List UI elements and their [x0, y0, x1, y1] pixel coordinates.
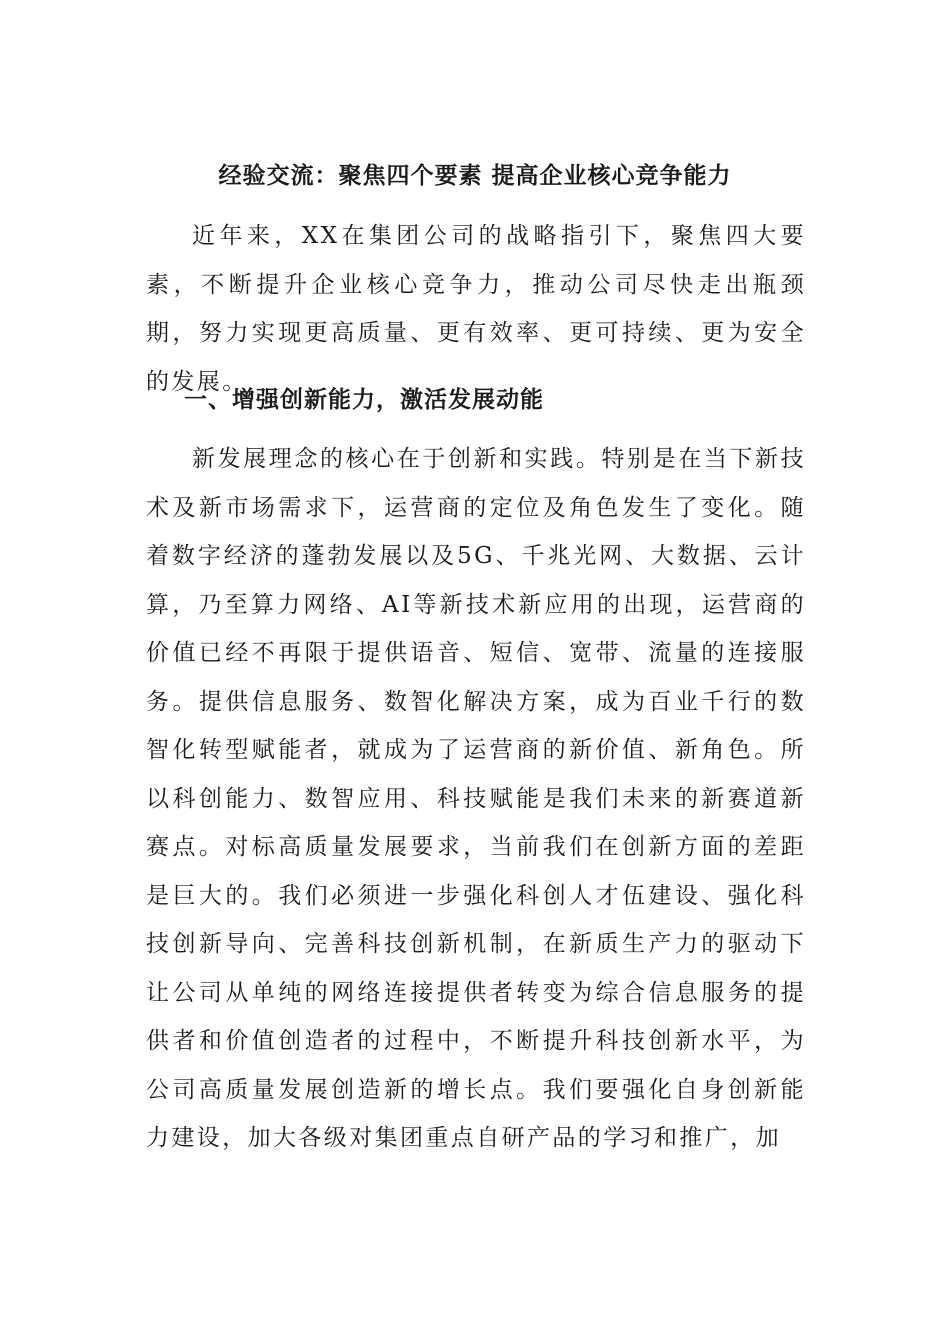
section-heading: 一、增强创新能力，激活发展动能: [184, 386, 544, 413]
document-title: 经验交流：聚焦四个要素 提高企业核心竞争能力: [218, 162, 732, 189]
intro-paragraph: 近年来，XX在集团公司的战略指引下，聚焦四大要素，不断提升企业核心竞争力，推动公司尽快走出瓶颈期，努力实现更高质量、更有效率、更可持续、更为安全的发展。: [146, 223, 806, 395]
section-body-paragraph: 新发展理念的核心在于创新和实践。特别是在当下新技术及新市场需求下，运营商的定位及角色发生了变化。随着数字经济的蓬勃发展以及5G、千兆光网、大数据、云计算，乃至算力网络、AI等新技术新应用的出现，运营商的价值已经不再限于提供语音、短信、宽带、流量的连接服务。提供信息服务、数智化解决方案，成为百业千行的数智化转型赋能者，就成为了运营商的新价值、新角色。所以科创能力、数智应用、科技赋能是我们未来的新赛道新赛点。对标高质量发展要求，当前我们在创新方面的差距是巨大的。我们必须进一步强化科创人才伍建设、强化科技创新导向、完善科技创新机制，在新质生产力的驱动下让公司从单纯的网络连接提供者转变为综合信息服务的提供者和价值创造者的过程中，不断提升科技创新水平，为公司高质量发展创造新的增长点。我们要强化自身创新能力建设，加大各级对集团重点自研产品的学习和推广，加: [146, 446, 806, 1151]
